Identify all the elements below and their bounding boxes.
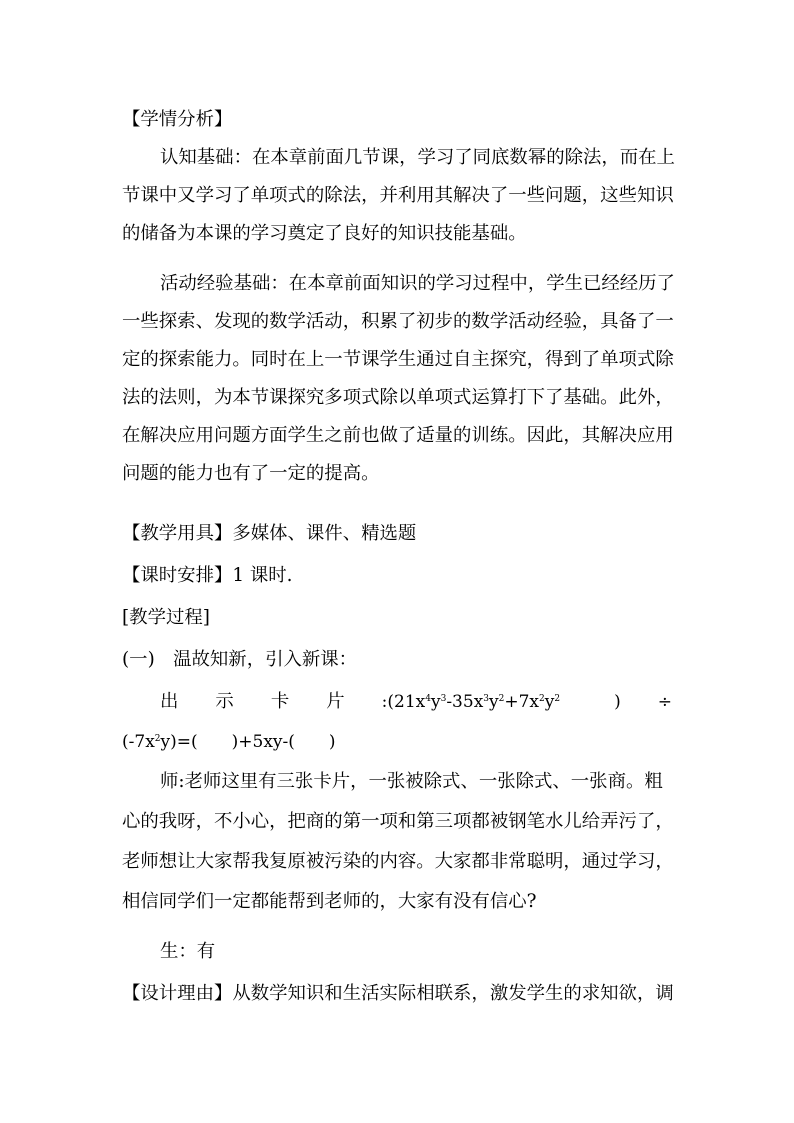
class-arrangement-line: 【课时安排】1 课时. <box>122 565 293 586</box>
cognitive-basis-line-2: 节课中又学习了单项式的除法，并利用其解决了一些问题，这些知识 <box>122 185 674 206</box>
activity-basis-line-6: 问题的能力也有了一定的提高。 <box>122 463 380 484</box>
part-one-title: (一) 温故知新，引入新课： <box>122 649 358 670</box>
card-intro-word-2: 示 <box>215 691 234 712</box>
dividend-expression: $:(21x^4y^3-35x^3y^2+7x^2y^2$ ) <box>381 692 621 712</box>
card-intro-word-3: 卡 <box>270 691 290 712</box>
design-reason-line: 【设计理由】从数学知识和生活实际相联系，激发学生的求知欲，调 <box>122 983 674 1004</box>
activity-basis-line-5: 在解决应用问题方面学生之前也做了适量的训练。因此，其解决应用 <box>122 425 674 446</box>
student-response-line: 生：有 <box>160 941 216 962</box>
teacher-dialogue-line-3: 老师想让大家帮我复原被污染的内容。大家都非常聪明，通过学习， <box>122 851 674 872</box>
card-result-expression: $(-7x^2y)=$( )+5xy-( ) <box>122 732 336 752</box>
card-intro-word-1: 出 <box>160 691 179 712</box>
learning-analysis-heading: 【学情分析】 <box>122 109 233 130</box>
activity-basis-line-3: 定的探索能力。同时在上一节课学生通过自主探究，得到了单项式除 <box>122 349 674 370</box>
card-intro-word-4: 片 <box>326 691 345 712</box>
teacher-dialogue-line-4: 相信同学们一定都能帮到老师的，大家有没有信心? <box>122 891 537 912</box>
cognitive-basis-line-3: 的储备为本课的学习奠定了良好的知识技能基础。 <box>122 223 527 244</box>
activity-basis-line-4: 法的法则，为本节课探究多项式除以单项式运算打下了基础。此外， <box>122 387 674 408</box>
divide-sign: ÷ <box>657 692 672 712</box>
activity-basis-line-1: 活动经验基础：在本章前面知识的学习过程中，学生已经经历了 <box>160 273 675 294</box>
teaching-process-heading: [教学过程] <box>122 607 210 628</box>
teaching-tools-line: 【教学用具】多媒体、课件、精选题 <box>122 523 417 544</box>
card-intro-line <box>160 690 672 714</box>
teacher-dialogue-line-2: 心的我呀，不小心，把商的第一项和第三项都被钢笔水儿给弄污了， <box>122 811 674 832</box>
cognitive-basis-line-1: 认知基础：在本章前面几节课，学习了同底数幂的除法，而在上 <box>160 147 675 168</box>
activity-basis-line-2: 一些探索、发现的数学活动，积累了初步的数学活动经验，具备了一 <box>122 311 674 332</box>
teacher-dialogue-line-1: 师:老师这里有三张卡片，一张被除式、一张除式、一张商。粗 <box>160 771 663 792</box>
